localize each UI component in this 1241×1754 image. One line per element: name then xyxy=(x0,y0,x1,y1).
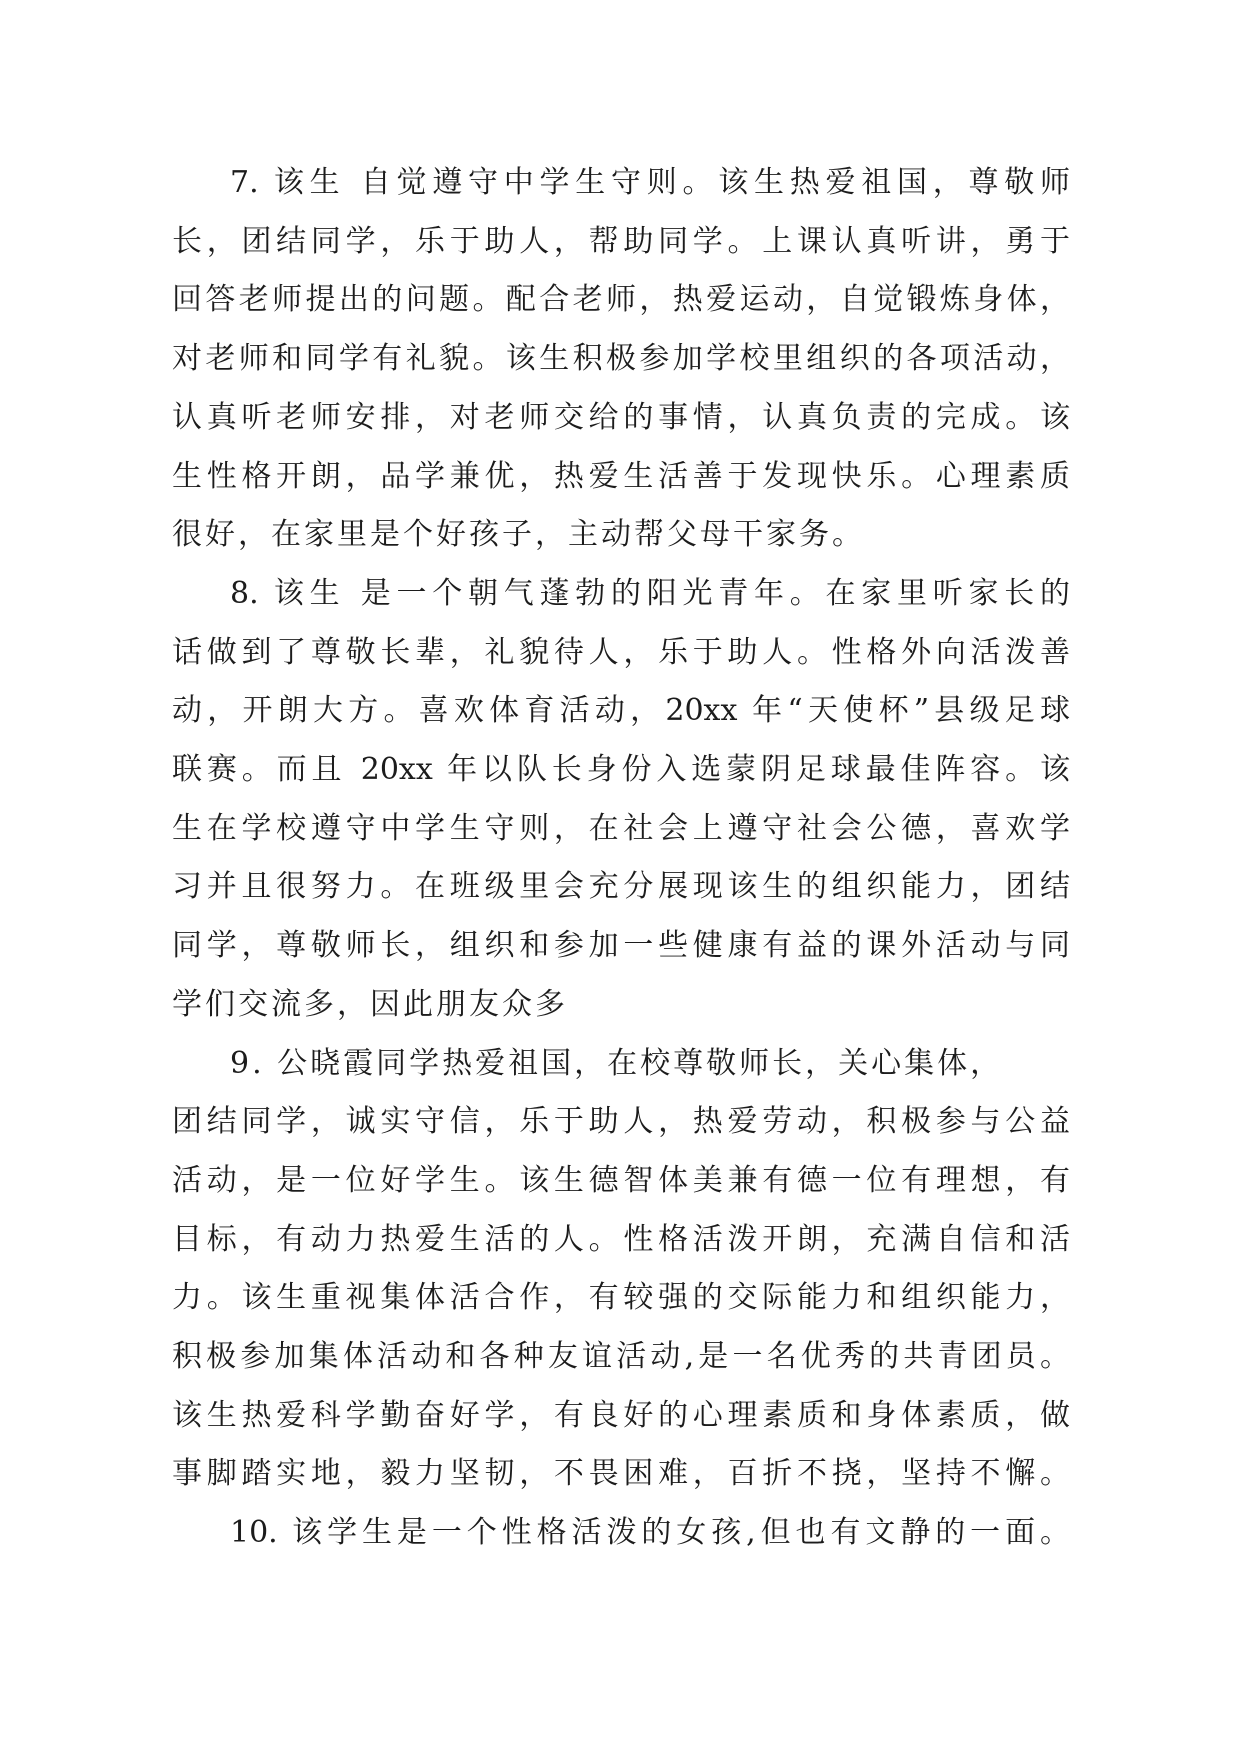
text-line: 回答老师提出的问题。配合老师，热爱运动，自觉锻炼身体， xyxy=(172,282,1070,318)
text-line: 团结同学，诚实守信，乐于助人，热爱劳动，积极参与公益 xyxy=(172,1104,1070,1140)
text-line: 力。该生重视集体活合作，有较强的交际能力和组织能力， xyxy=(172,1280,1070,1316)
text-line: 动，开朗大方。喜欢体育活动，20xx 年“天使杯”县级足球 xyxy=(172,693,1070,729)
text-line: 9. 公晓霞同学热爱祖国，在校尊敬师长，关心集体， xyxy=(230,1045,1004,1081)
text-line: 生在学校遵守中学生守则，在社会上遵守社会公德，喜欢学 xyxy=(172,810,1070,846)
text-line: 10. 该学生是一个性格活泼的女孩,但也有文静的一面。 xyxy=(230,1515,1070,1551)
text-line: 8. 该生 是一个朝气蓬勃的阳光青年。在家里听家长的 xyxy=(230,575,1070,611)
text-line: 学们交流多，因此朋友众多 xyxy=(172,986,568,1022)
text-line: 7. 该生 自觉遵守中学生守则。该生热爱祖国，尊敬师 xyxy=(230,165,1070,200)
text-line: 联赛。而且 20xx 年以队长身份入选蒙阴足球最佳阵容。该 xyxy=(172,752,1070,787)
text-line: 目标，有动力热爱生活的人。性格活泼开朗，充满自信和活 xyxy=(172,1221,1070,1257)
text-line: 习并且很努力。在班级里会充分展现该生的组织能力，团结 xyxy=(172,869,1070,905)
text-line: 事脚踏实地，毅力坚韧，不畏困难，百折不挠，坚持不懈。 xyxy=(172,1456,1070,1492)
text-line: 长，团结同学，乐于助人，帮助同学。上课认真听讲，勇于 xyxy=(172,223,1070,259)
text-line: 生性格开朗，品学兼优，热爱生活善于发现快乐。心理素质 xyxy=(172,458,1070,494)
text-line: 话做到了尊敬长辈，礼貌待人，乐于助人。性格外向活泼善 xyxy=(172,634,1070,670)
text-line: 活动，是一位好学生。该生德智体美兼有德一位有理想，有 xyxy=(172,1162,1070,1198)
text-line: 积极参加集体活动和各种友谊活动,是一名优秀的共青团员。 xyxy=(172,1339,1070,1374)
text-line: 该生热爱科学勤奋好学，有良好的心理素质和身体素质，做 xyxy=(172,1397,1070,1433)
text-line: 同学，尊敬师长，组织和参加一些健康有益的课外活动与同 xyxy=(172,928,1070,964)
text-line: 认真听老师安排，对老师交给的事情，认真负责的完成。该 xyxy=(172,399,1070,435)
text-line: 很好，在家里是个好孩子，主动帮父母干家务。 xyxy=(172,517,865,553)
text-line: 对老师和同学有礼貌。该生积极参加学校里组织的各项活动， xyxy=(172,341,1070,377)
